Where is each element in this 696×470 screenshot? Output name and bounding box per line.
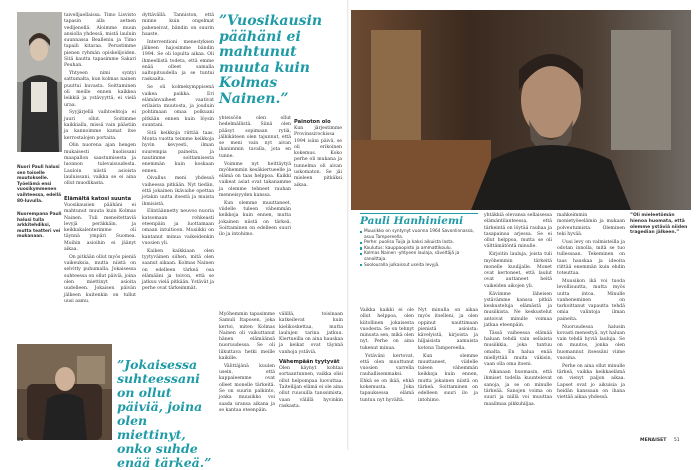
paragraph: Voimme nyt heittäytyä myöhemmin kesäkiertueelle ja elämä on taas helppoa. Kaikki vaikeat asiat ovat takanamme ja olemme tehneet rauhan menneisyyden kanssa. bbox=[219, 161, 291, 199]
subheading: Vähempään tyytyvät bbox=[279, 358, 340, 365]
paragraph: Olin nuorena ajan hengen mukaisesti huolissani maapallon saastumisesta ja luonnon tulevaisuudesta. Lauloin niistä asioista lauluissani, vaikka se ei aina ollut muodikasta. bbox=[64, 143, 136, 187]
pull-quote-right: ”Oli mieleetömän hienoa huomata, että olemme ystäviä niiden tragedian jälkeen.” bbox=[630, 213, 688, 236]
photo-young-pauli bbox=[17, 12, 62, 152]
paragraph: Syyjärjellä vaihtoehtoja ei juuri ollut. Soitimme kaikkialla, missä vain päästiin ja kannoimme kamat itse kerrostalojen portaita. bbox=[64, 110, 136, 141]
photo-pauli-portrait bbox=[351, 10, 691, 210]
pull-quote-left: ”Jokaisessa suhteessani on ollut päiviä, joina olen miettinyt, onko suhde enää tärkeä.” bbox=[117, 357, 212, 470]
paragraph: Sitä keikkoja riittää taas. Monta vuotta teimme keikkoja hyvin kevyesti, ilman suurempia paineita, ja nautimme soittamisesta enemmän kuin koskaan ennen. bbox=[142, 130, 214, 174]
paragraph: välillä, toisinaan katkeilevat kuin kielikoskettaa, mutta laulujen tarina jatkuu. Kiertueilla on aina hauskaa ja keikat ovat täynnä vanhoja ystäviä. bbox=[279, 312, 343, 355]
paragraph: Kun olemme muuttaneet, viidelle tuleen vähemmän keikkoja kuin ennen, mutta jokainen niistä on tärkeä. Soittaminen on edelleen suuri ilo ja intohimo. bbox=[219, 200, 291, 238]
page-number-left: 50 bbox=[17, 438, 24, 443]
paragraph: dyttävällä. Tanniston, että minne kuin ongelmat paheneivat, bändin on suurin haaste. bbox=[142, 13, 214, 37]
magazine-name: MENAISET bbox=[640, 438, 667, 443]
fact-item: Muusikko on syntynyt vuonna 1964 Savonlinnassa, asuu Tampereella. bbox=[360, 229, 478, 240]
paragraph: Uusi levy on valmisteilla ja odotan innolla, mitä se tuo tullessaan. Tekeminen on taas hauskaa ja ideoita riittää enemmän kuin ehdin toteuttaa. bbox=[557, 239, 625, 277]
paragraph: Olen käynyt kohtaa sortaantunnen, vaikka olisi ollut helpompaa luovuttaa. Taiteilijan elämä ei ole aina ollut ruusuilla tanssimista, vaan välillä hyvinkin raskasta. bbox=[279, 366, 343, 409]
column-r1 bbox=[360, 308, 414, 440]
paragraph: taivelljaellaissa. Timo Lisvisto tapasin alla aetnen vedljenellä. Aloimme muun ansiolla yhdessä, mistä lauluin suunnassa Bealleniu ja Timo tapaili kitaraa. Perustimme pienen ryhmän opiskelijoiden. Sitä kautta tapasimme Sakari Peuhan. bbox=[64, 13, 136, 69]
paragraph: Kaiken kaikkiaan olen tyytyväinen siihen, mitä olen saanut aikaan. Kolmas Nainen on edelleen tärkeä osa elämääni ja toivon, että se jatkuu vielä pitkään. Ystävät ja perhe ovat tärkeimmät. bbox=[142, 248, 214, 292]
paragraph: Aikanaan huomasin, että ihmiset todella kuuntelevat sanoja, ja se on minulle tärkeää. Sanojen voima on suuri ja niillä voi muuttaa maailmaa pikkuhiljaa. bbox=[484, 370, 552, 407]
column-r2 bbox=[484, 213, 552, 440]
paragraph: Se oli kolmekymppisenä vaikea paikka. Eri elämänvaiheet vaativat erilaista muutosta, ja jouduin pohtimaan omaa polkuani pitkään ennen kuin löysin suuntani. bbox=[142, 85, 214, 129]
gutter bbox=[347, 0, 349, 450]
paragraph: Kävimme läheisen ystävämme kanssa pitkiä keskusteluja elämästä ja musiikista. Ne keskustelut antoivat minulle voimaa jatkaa eteenpäin. bbox=[484, 291, 552, 329]
photo-caption-left: Nuori Pauli halusi sen toiselle muutokselle. Työelämä ensi vuosikymmenen vaihteessa, edellä 80-luvulla. bbox=[17, 165, 62, 204]
paragraph: yhteisöön olen ollut hedelmällistä. Siinä olen pääsyt sopimaan rytiä, jälkikäteen olen tajunnut, että se meni vain nyt aivan ihanimmin tavalla, jota en tunne. bbox=[219, 116, 291, 159]
fact-box bbox=[360, 213, 478, 309]
fact-item: Koulutus: kauppaopisto ja ammattikoulu. bbox=[360, 246, 478, 252]
paragraph: yhtäkkiä olevansa sellaisessa elämäntilanteessa, että tärkeintä on löytää rauhaa ja tasapainoa arjessa. Se ei ollut helppoa, mutta se oli välttämätöntä minulle. bbox=[484, 213, 552, 250]
column-r1b bbox=[418, 308, 478, 440]
paragraph: Yhtyeen nimi syntyi sattumalta, kun kolmas nainen puuttui kuvasta. Soittaminen oli meille ennen kaikkea leikkiä ja ystävyyttä, ei vielä uraa. bbox=[64, 71, 136, 108]
fact-item: Soolouralla julkaissut useita levyjä. bbox=[360, 263, 478, 269]
paragraph: Muusikon ikä voi tuoda levollisuutta, mutta myös uutta intoa. Minulle vanheneminen on tarkoittanut vapautta tehdä omia valintoja ilman paineita. bbox=[557, 278, 625, 322]
paragraph: mahkeimmin monietyöeelämin ja mukaan polveutumista. Oleminen teki hyvää. bbox=[557, 213, 625, 237]
paragraph: Tässä vaiheessa elämää haluan tehdä vain sellaista musiikkia, joka tuntuu omalta. En halua enää miellyttää muita väkisin, vaan olla oma itseni. bbox=[484, 330, 552, 368]
paragraph: Kun olemme muuttaneet, viidelle tuleen vähemmän keikkoja kuin ennen, mutta jokainen niistä on tärkeä. Soittaminen on edelleen suuri ilo ja intohimo. bbox=[418, 353, 478, 403]
paragraph: Välittäjänä kuulen usein, että kappaleemme ovat olleet monelle tärkeitä. Se on suurin palkinto, jonka muusikko voi saada uransa aikana ja se kantaa eteenpäin. bbox=[219, 363, 275, 413]
paragraph: Myöhemmin tapasimme Samuli Itaposen, joka kertoi, miten Kolmas Nainen oli vaikuttanut hänen elämäänsä nuoruudessa. Se oli liikuttava hetki meille kaikille. bbox=[219, 312, 275, 362]
paragraph: On pitkään ollut myös pieniä vaikeuksia, mutta niistä on selvitty puhumalla. Jokaisessa suhteessa on ollut päiviä, joina olen miettinyt asioita uudelleen. Jokaisen päivän jälkeen kuitenkin on tullut uusi aamu. bbox=[64, 254, 136, 304]
paragraph: Kun järjestimme Provinssirockissa 1994 isäni päivä, se oli erikoinen kokemus. Koko perhe oli mukana ja tunnelma oli aivan uskomaton. Se jäi mieleen pitkäksi aikaa. bbox=[294, 126, 342, 188]
photo-pauli-armchair bbox=[17, 344, 112, 440]
subheading: Elämältä katosi suunta bbox=[64, 195, 132, 202]
page-number-right: 51 bbox=[673, 438, 680, 443]
paragraph: Vuosikausien päähäni ei mahtunut muuta kuin Kolmas Nainen. Tuli meneitettaviä levyjä peräkkäin, ja keikkakalenterimme oli täynnä ympäri Suomea. Muihin asioihin ei jäänyt aikaa. bbox=[64, 203, 136, 253]
column-1b bbox=[64, 193, 136, 328]
fact-list bbox=[360, 229, 478, 268]
fact-item: Perhe: puoliso Tuija ja kaksi aikuista lasta. bbox=[360, 240, 478, 246]
paragraph: Ystäväni kertovat, että olen muuttunut vuosien varrella rauhallisemmaksi. Ehkä se on ikää, ehkä kokemusta. Joka tapauksessa elämä tuntuu nyt hyvältä. bbox=[360, 353, 414, 403]
column-3-right bbox=[294, 116, 342, 212]
photo-caption-left-2: Nuorempana Pauli halusi tulla arkkitehdiksi, mutta teatteri vei mukanaan. bbox=[17, 212, 62, 240]
paragraph: Kirjoitin lauluja, joista tuli myöhemmin tärkeitä monelle kuulijalle. Monet ovat kertoneet, että laulut ovat auttaneet heitä vaikeiden aikojen yli. bbox=[484, 252, 552, 289]
paragraph: Nuoruudessa halusin kovasti menestyä, nyt haluan vain tehdä hyviä lauluja. Se on muutos, jonka olen huomannut itsessäni viime vuosina. bbox=[557, 324, 625, 362]
fact-box-title: Pauli Hanhiniemi bbox=[360, 215, 464, 227]
paragraph: Vaikka kaikki ei ole ollut helppoa, olen kiitollinen jokaisesta vuodesta. Se on tehnyt minusta sen, mikä olen nyt. Perhe on aina tukenut minua. bbox=[360, 308, 414, 351]
column-3b bbox=[219, 312, 275, 440]
column-3 bbox=[219, 116, 291, 238]
column-1 bbox=[64, 13, 136, 193]
column-r3 bbox=[557, 213, 625, 440]
paragraph: Perhe on aina ollut minulle tärkeä, vaikka keikkaelämä on vienyt paljon aikaa. Lapset ovat jo aikuisia ja heidän kanssaan on ihana viettää aikaa yhdessä. bbox=[557, 363, 625, 401]
fact-item: Kolmas Nainen -yhtyeen laulaja, säveltäjä ja sanoittaja. bbox=[360, 251, 478, 262]
subheading: Painoton olo bbox=[294, 118, 331, 125]
paragraph: Nyt minulla on aikaa myös itselleni, ja olen oppinut nauttimaan pienistä asioista: kävelyistä, kirjoista ja hiljaisista aamuista kotona Tampereella. bbox=[418, 308, 478, 351]
paragraph: Elintäännetty neuvoo nuoria katsomaan rohkeasti eteenpäin ja luottamaan omaan intuitioon. Musiikki on kantanut minua vaikeidenkin vuosien yli. bbox=[142, 209, 214, 246]
paragraph: Interventioni menestyksen jälkeen hajosimme bändin 1994. Se oli lopulta aikaa. Oli ihmeellistä todeta, että emme enää olleet samalla aaltopituudella ja se tuntui raskaalta. bbox=[142, 39, 214, 83]
column-4 bbox=[279, 312, 343, 440]
pull-quote-top: ”Vuosikausin päähäni ei mahtunut muuta kuin Kolmas Nainen.” bbox=[219, 13, 323, 107]
magazine-footer bbox=[640, 438, 680, 443]
paragraph: Oivallus meni yhdessä vaiheessa pitkään. Nyt tiedän, että jokainen ikävaihe opettaa jotakin uutta itsestä ja muista ihmisistä. bbox=[142, 176, 214, 207]
